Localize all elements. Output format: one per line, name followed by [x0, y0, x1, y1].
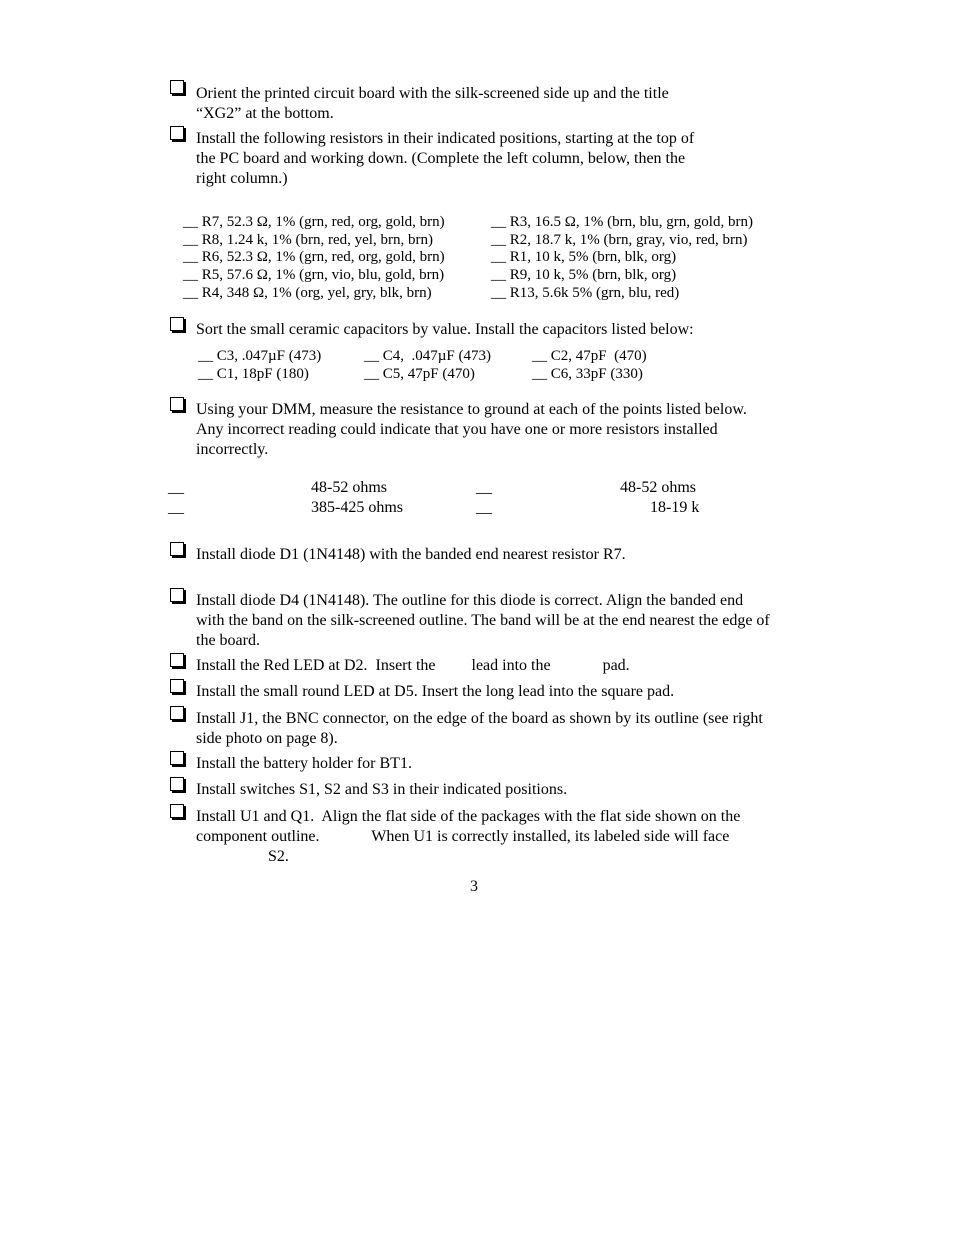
- measurement-blank: __: [168, 479, 184, 496]
- resistor-item: __ R1, 10 k, 5% (brn, blk, org): [491, 249, 677, 266]
- resistor-item: __ R13, 5.6k 5% (grn, blu, red): [491, 284, 680, 301]
- checkbox-icon[interactable]: [170, 751, 184, 765]
- checkbox-icon[interactable]: [170, 706, 184, 720]
- resistor-item: __ R7, 52.3 Ω, 1% (grn, red, org, gold, brn): [183, 214, 445, 230]
- capacitor-item: __ C5, 47pF (470): [364, 366, 475, 382]
- step-text: Orient the printed circuit board with the silk-screened side up and the title “XG2” at the bottom.: [196, 85, 669, 122]
- measurement-value: 385-425 ohms: [311, 499, 403, 516]
- measurement-blank: __: [476, 479, 492, 496]
- checkbox-icon[interactable]: [170, 777, 184, 791]
- resistor-item: __ R8, 1.24 k, 1% (brn, red, yel, brn, brn): [183, 231, 433, 248]
- capacitor-item: __ C4, .047µF (473): [364, 348, 491, 364]
- measurement-blank: __: [476, 499, 492, 516]
- resistor-item: __ R2, 18.7 k, 1% (brn, gray, vio, red, brn): [491, 231, 748, 248]
- page-number: 3: [470, 878, 478, 895]
- measurement-table: [0, 479, 954, 521]
- capacitor-item: __ C3, .047µF (473): [198, 348, 322, 364]
- measurement-value: 18-19 k: [650, 499, 700, 516]
- resistor-item: __ R9, 10 k, 5% (brn, blk, org): [491, 267, 677, 284]
- measurement-blank: __: [168, 499, 184, 516]
- step-text: Install U1 and Q1. Align the flat side of the packages with the flat side shown on the component outline. When U1 is correctly installed, its labeled side will face S2.: [196, 808, 741, 865]
- resistor-item: __ R6, 52.3 Ω, 1% (grn, red, org, gold, brn): [183, 249, 445, 266]
- checkbox-icon[interactable]: [170, 397, 184, 411]
- step-text: Install the following resistors in their indicated positions, starting at the top of the PC board and working down. (Complete the left column, below, then the right column.): [196, 130, 695, 187]
- capacitor-item: __ C2, 47pF (470): [532, 348, 647, 364]
- resistor-item: __ R4, 348 Ω, 1% (org, yel, gry, blk, brn): [183, 284, 432, 301]
- checkbox-icon[interactable]: [170, 317, 184, 331]
- checkbox-icon[interactable]: [170, 653, 184, 667]
- step-text: Install switches S1, S2 and S3 in their indicated positions.: [196, 781, 568, 798]
- checkbox-icon[interactable]: [170, 804, 184, 818]
- step-text: Install diode D4 (1N4148). The outline for this diode is correct. Align the banded end with the band on the silk-screened outline. The band will be at the end nearest the edge of the board.: [196, 592, 770, 649]
- step-text: Install the small round LED at D5. Insert the long lead into the square pad.: [196, 683, 675, 700]
- capacitor-item: __ C6, 33pF (330): [532, 366, 643, 382]
- resistor-item: __ R5, 57.6 Ω, 1% (grn, vio, blu, gold, brn): [183, 267, 445, 284]
- measurement-value: 48-52 ohms: [620, 479, 696, 496]
- step-text: Install the Red LED at D2. Insert the lead into the pad.: [196, 657, 630, 674]
- step-text: Install J1, the BNC connector, on the edge of the board as shown by its outline (see right side photo on page 8).: [196, 710, 763, 747]
- step-text: Install the battery holder for BT1.: [196, 755, 412, 772]
- checkbox-icon[interactable]: [170, 679, 184, 693]
- measurement-value: 48-52 ohms: [311, 479, 387, 496]
- step-text: Using your DMM, measure the resistance to ground at each of the points listed below. Any incorrect reading could indicate that you have one or more resistors installed incorrectly.: [196, 401, 747, 458]
- checkbox-icon[interactable]: [170, 542, 184, 556]
- step-text: Sort the small ceramic capacitors by value. Install the capacitors listed below:: [196, 321, 694, 338]
- checkbox-icon[interactable]: [170, 588, 184, 602]
- checkbox-icon[interactable]: [170, 126, 184, 140]
- checkbox-icon[interactable]: [170, 80, 184, 94]
- step-text: Install diode D1 (1N4148) with the banded end nearest resistor R7.: [196, 546, 626, 563]
- capacitor-item: __ C1, 18pF (180): [198, 366, 309, 382]
- resistor-item: __ R3, 16.5 Ω, 1% (brn, blu, grn, gold, brn): [491, 214, 753, 230]
